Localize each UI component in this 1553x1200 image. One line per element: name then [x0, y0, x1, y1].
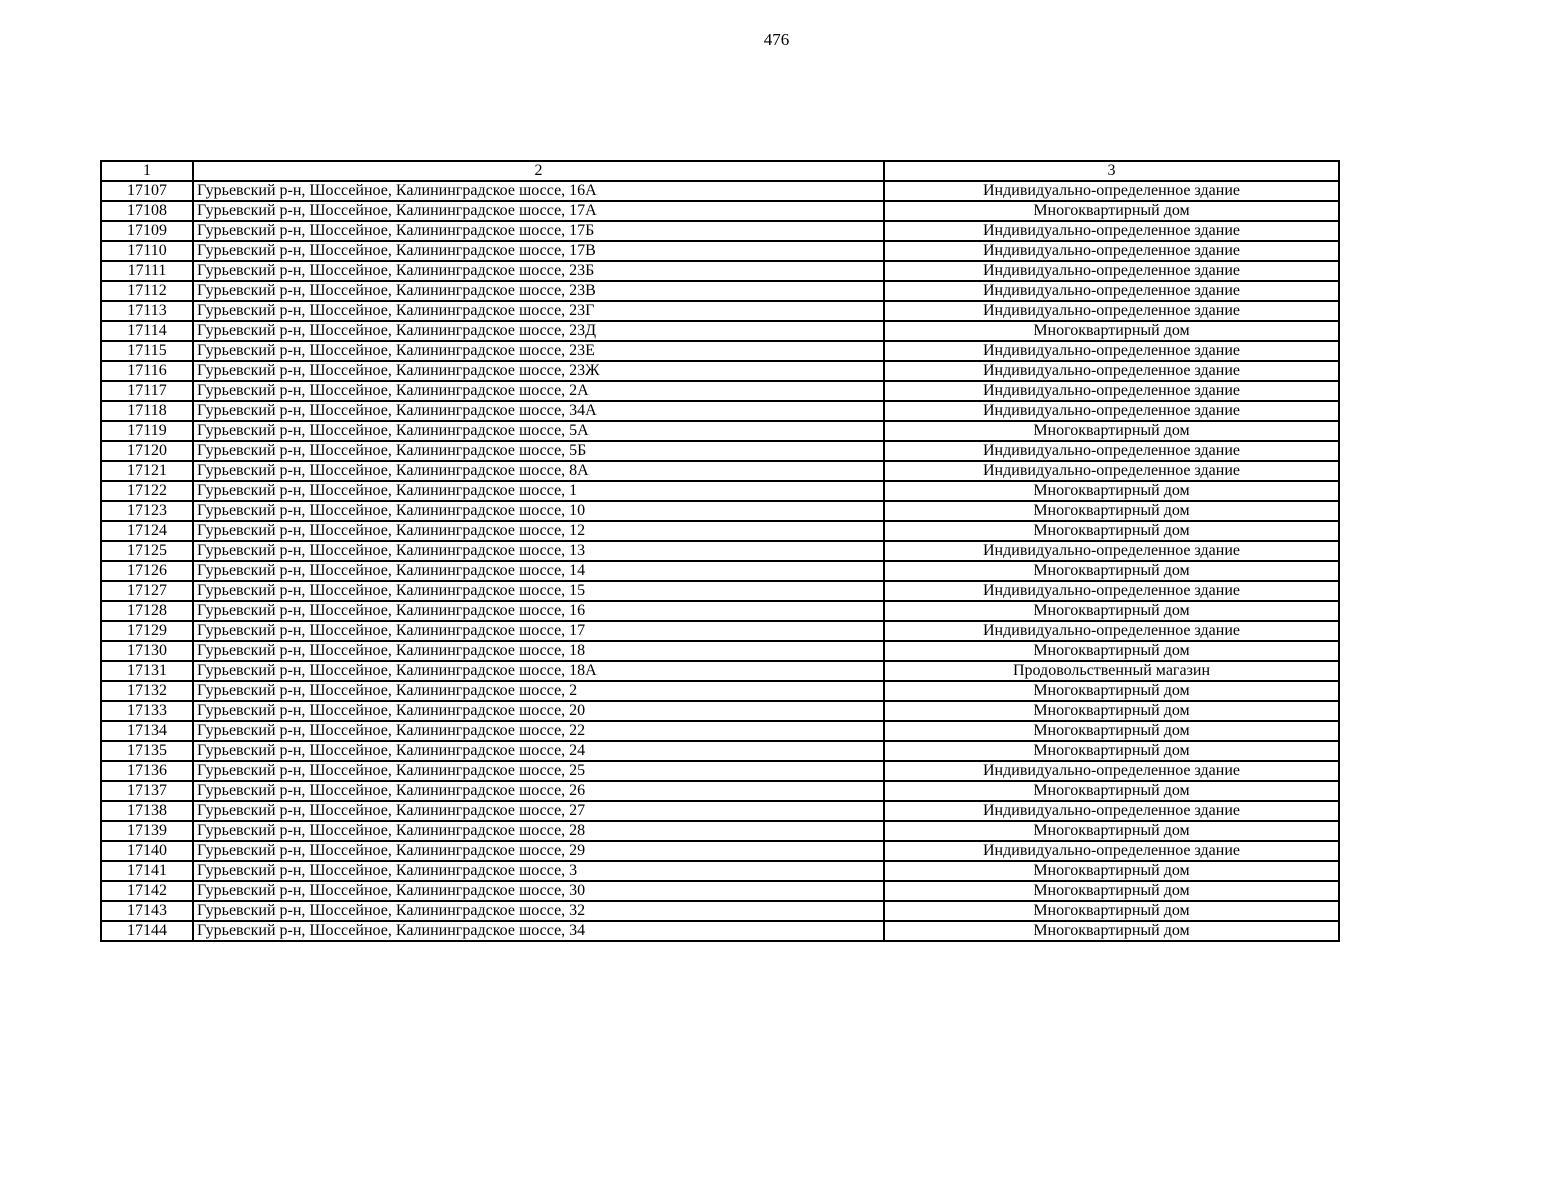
row-number-cell: 17129 — [101, 621, 193, 641]
building-type-cell: Многоквартирный дом — [884, 861, 1339, 881]
address-cell: Гурьевский р-н, Шоссейное, Калининградское шоссе, 20 — [193, 701, 884, 721]
table-row — [101, 481, 1339, 501]
row-number-cell: 17112 — [101, 281, 193, 301]
table-row — [101, 501, 1339, 521]
row-number-cell: 17139 — [101, 821, 193, 841]
building-type-cell: Индивидуально-определенное здание — [884, 461, 1339, 481]
building-type-cell: Индивидуально-определенное здание — [884, 581, 1339, 601]
row-number-cell: 17136 — [101, 761, 193, 781]
row-number-cell: 17109 — [101, 221, 193, 241]
address-cell: Гурьевский р-н, Шоссейное, Калининградское шоссе, 18 — [193, 641, 884, 661]
table-header-row — [101, 161, 1339, 181]
address-cell: Гурьевский р-н, Шоссейное, Калининградское шоссе, 23Ж — [193, 361, 884, 381]
building-type-cell: Многоквартирный дом — [884, 921, 1339, 941]
table-body — [101, 161, 1339, 941]
address-cell: Гурьевский р-н, Шоссейное, Калининградское шоссе, 16 — [193, 601, 884, 621]
table-row — [101, 601, 1339, 621]
building-type-cell: Многоквартирный дом — [884, 201, 1339, 221]
row-number-cell: 17107 — [101, 181, 193, 201]
building-type-cell: Индивидуально-определенное здание — [884, 621, 1339, 641]
building-type-cell: Многоквартирный дом — [884, 741, 1339, 761]
table-row — [101, 241, 1339, 261]
table-row — [101, 181, 1339, 201]
address-cell: Гурьевский р-н, Шоссейное, Калининградское шоссе, 10 — [193, 501, 884, 521]
row-number-cell: 17134 — [101, 721, 193, 741]
address-cell: Гурьевский р-н, Шоссейное, Калининградское шоссе, 3 — [193, 861, 884, 881]
row-number-cell: 17140 — [101, 841, 193, 861]
row-number-cell: 17108 — [101, 201, 193, 221]
row-number-cell: 17138 — [101, 801, 193, 821]
table-row — [101, 301, 1339, 321]
table-row — [101, 861, 1339, 881]
building-type-cell: Многоквартирный дом — [884, 641, 1339, 661]
building-type-cell: Многоквартирный дом — [884, 901, 1339, 921]
table-row — [101, 341, 1339, 361]
table-row — [101, 541, 1339, 561]
row-number-cell: 17121 — [101, 461, 193, 481]
row-number-cell: 17130 — [101, 641, 193, 661]
address-cell: Гурьевский р-н, Шоссейное, Калининградское шоссе, 30 — [193, 881, 884, 901]
address-cell: Гурьевский р-н, Шоссейное, Калининградское шоссе, 18А — [193, 661, 884, 681]
building-type-cell: Индивидуально-определенное здание — [884, 181, 1339, 201]
building-type-cell: Индивидуально-определенное здание — [884, 281, 1339, 301]
row-number-cell: 17122 — [101, 481, 193, 501]
table-row — [101, 661, 1339, 681]
address-cell: Гурьевский р-н, Шоссейное, Калининградское шоссе, 23Г — [193, 301, 884, 321]
row-number-cell: 17114 — [101, 321, 193, 341]
building-type-cell: Индивидуально-определенное здание — [884, 801, 1339, 821]
building-type-cell: Продовольственный магазин — [884, 661, 1339, 681]
row-number-cell: 17132 — [101, 681, 193, 701]
table-row — [101, 521, 1339, 541]
building-type-cell: Многоквартирный дом — [884, 321, 1339, 341]
table-row — [101, 921, 1339, 941]
building-type-cell: Индивидуально-определенное здание — [884, 361, 1339, 381]
address-cell: Гурьевский р-н, Шоссейное, Калининградское шоссе, 12 — [193, 521, 884, 541]
building-type-cell: Индивидуально-определенное здание — [884, 401, 1339, 421]
building-type-cell: Многоквартирный дом — [884, 681, 1339, 701]
building-type-cell: Индивидуально-определенное здание — [884, 841, 1339, 861]
table-row — [101, 261, 1339, 281]
row-number-cell: 17115 — [101, 341, 193, 361]
address-cell: Гурьевский р-н, Шоссейное, Калининградское шоссе, 29 — [193, 841, 884, 861]
row-number-cell: 17119 — [101, 421, 193, 441]
address-cell: Гурьевский р-н, Шоссейное, Калининградское шоссе, 2 — [193, 681, 884, 701]
address-cell: Гурьевский р-н, Шоссейное, Калининградское шоссе, 23Б — [193, 261, 884, 281]
registry-table — [100, 160, 1340, 942]
table-row — [101, 721, 1339, 741]
building-type-cell: Многоквартирный дом — [884, 781, 1339, 801]
row-number-cell: 17110 — [101, 241, 193, 261]
building-type-cell: Индивидуально-определенное здание — [884, 221, 1339, 241]
address-cell: Гурьевский р-н, Шоссейное, Калининградское шоссе, 23В — [193, 281, 884, 301]
address-cell: Гурьевский р-н, Шоссейное, Калининградское шоссе, 17А — [193, 201, 884, 221]
table-row — [101, 561, 1339, 581]
table-row — [101, 221, 1339, 241]
address-cell: Гурьевский р-н, Шоссейное, Калининградское шоссе, 28 — [193, 821, 884, 841]
table-row — [101, 321, 1339, 341]
address-cell: Гурьевский р-н, Шоссейное, Калининградское шоссе, 2А — [193, 381, 884, 401]
building-type-cell: Многоквартирный дом — [884, 601, 1339, 621]
building-type-cell: Индивидуально-определенное здание — [884, 441, 1339, 461]
row-number-cell: 17118 — [101, 401, 193, 421]
building-type-cell: Многоквартирный дом — [884, 561, 1339, 581]
page-number: 476 — [763, 30, 790, 49]
address-cell: Гурьевский р-н, Шоссейное, Калининградское шоссе, 23Д — [193, 321, 884, 341]
table-row — [101, 361, 1339, 381]
building-type-cell: Многоквартирный дом — [884, 881, 1339, 901]
table-row — [101, 781, 1339, 801]
address-cell: Гурьевский р-н, Шоссейное, Калининградское шоссе, 27 — [193, 801, 884, 821]
table-row — [101, 641, 1339, 661]
building-type-cell: Многоквартирный дом — [884, 521, 1339, 541]
table-row — [101, 401, 1339, 421]
address-cell: Гурьевский р-н, Шоссейное, Калининградское шоссе, 1 — [193, 481, 884, 501]
building-type-cell: Многоквартирный дом — [884, 481, 1339, 501]
row-number-cell: 17117 — [101, 381, 193, 401]
table-row — [101, 701, 1339, 721]
address-cell: Гурьевский р-н, Шоссейное, Калининградское шоссе, 14 — [193, 561, 884, 581]
row-number-cell: 17141 — [101, 861, 193, 881]
table-row — [101, 841, 1339, 861]
row-number-cell: 17126 — [101, 561, 193, 581]
building-type-cell: Индивидуально-определенное здание — [884, 761, 1339, 781]
address-cell: Гурьевский р-н, Шоссейное, Калининградское шоссе, 17В — [193, 241, 884, 261]
table-row — [101, 881, 1339, 901]
address-cell: Гурьевский р-н, Шоссейное, Калининградское шоссе, 32 — [193, 901, 884, 921]
row-number-cell: 17135 — [101, 741, 193, 761]
address-cell: Гурьевский р-н, Шоссейное, Калининградское шоссе, 13 — [193, 541, 884, 561]
address-cell: Гурьевский р-н, Шоссейное, Калининградское шоссе, 8А — [193, 461, 884, 481]
table-row — [101, 681, 1339, 701]
column-header-2: 2 — [193, 161, 884, 181]
table-row — [101, 821, 1339, 841]
address-cell: Гурьевский р-н, Шоссейное, Калининградское шоссе, 5А — [193, 421, 884, 441]
address-cell: Гурьевский р-н, Шоссейное, Калининградское шоссе, 17Б — [193, 221, 884, 241]
table-row — [101, 901, 1339, 921]
table-row — [101, 761, 1339, 781]
address-cell: Гурьевский р-н, Шоссейное, Калининградское шоссе, 34А — [193, 401, 884, 421]
building-type-cell: Индивидуально-определенное здание — [884, 381, 1339, 401]
building-type-cell: Многоквартирный дом — [884, 821, 1339, 841]
address-cell: Гурьевский р-н, Шоссейное, Калининградское шоссе, 34 — [193, 921, 884, 941]
table-row — [101, 441, 1339, 461]
table-row — [101, 801, 1339, 821]
table-row — [101, 421, 1339, 441]
row-number-cell: 17128 — [101, 601, 193, 621]
row-number-cell: 17143 — [101, 901, 193, 921]
address-cell: Гурьевский р-н, Шоссейное, Калининградское шоссе, 25 — [193, 761, 884, 781]
building-type-cell: Индивидуально-определенное здание — [884, 241, 1339, 261]
row-number-cell: 17120 — [101, 441, 193, 461]
address-cell: Гурьевский р-н, Шоссейное, Калининградское шоссе, 15 — [193, 581, 884, 601]
table-row — [101, 621, 1339, 641]
building-type-cell: Индивидуально-определенное здание — [884, 301, 1339, 321]
table-row — [101, 461, 1339, 481]
row-number-cell: 17133 — [101, 701, 193, 721]
building-type-cell: Многоквартирный дом — [884, 721, 1339, 741]
table-row — [101, 281, 1339, 301]
table-row — [101, 381, 1339, 401]
row-number-cell: 17123 — [101, 501, 193, 521]
row-number-cell: 17131 — [101, 661, 193, 681]
row-number-cell: 17144 — [101, 921, 193, 941]
row-number-cell: 17125 — [101, 541, 193, 561]
row-number-cell: 17111 — [101, 261, 193, 281]
row-number-cell: 17124 — [101, 521, 193, 541]
column-header-1: 1 — [101, 161, 193, 181]
table-row — [101, 201, 1339, 221]
address-cell: Гурьевский р-н, Шоссейное, Калининградское шоссе, 5Б — [193, 441, 884, 461]
row-number-cell: 17116 — [101, 361, 193, 381]
row-number-cell: 17142 — [101, 881, 193, 901]
column-header-3: 3 — [884, 161, 1339, 181]
building-type-cell: Многоквартирный дом — [884, 701, 1339, 721]
table-row — [101, 581, 1339, 601]
table-row — [101, 741, 1339, 761]
address-cell: Гурьевский р-н, Шоссейное, Калининградское шоссе, 23Е — [193, 341, 884, 361]
address-cell: Гурьевский р-н, Шоссейное, Калининградское шоссе, 22 — [193, 721, 884, 741]
address-cell: Гурьевский р-н, Шоссейное, Калининградское шоссе, 26 — [193, 781, 884, 801]
building-type-cell: Многоквартирный дом — [884, 501, 1339, 521]
row-number-cell: 17137 — [101, 781, 193, 801]
building-type-cell: Индивидуально-определенное здание — [884, 261, 1339, 281]
building-type-cell: Индивидуально-определенное здание — [884, 541, 1339, 561]
row-number-cell: 17113 — [101, 301, 193, 321]
address-cell: Гурьевский р-н, Шоссейное, Калининградское шоссе, 24 — [193, 741, 884, 761]
address-cell: Гурьевский р-н, Шоссейное, Калининградское шоссе, 17 — [193, 621, 884, 641]
building-type-cell: Индивидуально-определенное здание — [884, 341, 1339, 361]
building-type-cell: Многоквартирный дом — [884, 421, 1339, 441]
row-number-cell: 17127 — [101, 581, 193, 601]
address-cell: Гурьевский р-н, Шоссейное, Калининградское шоссе, 16А — [193, 181, 884, 201]
